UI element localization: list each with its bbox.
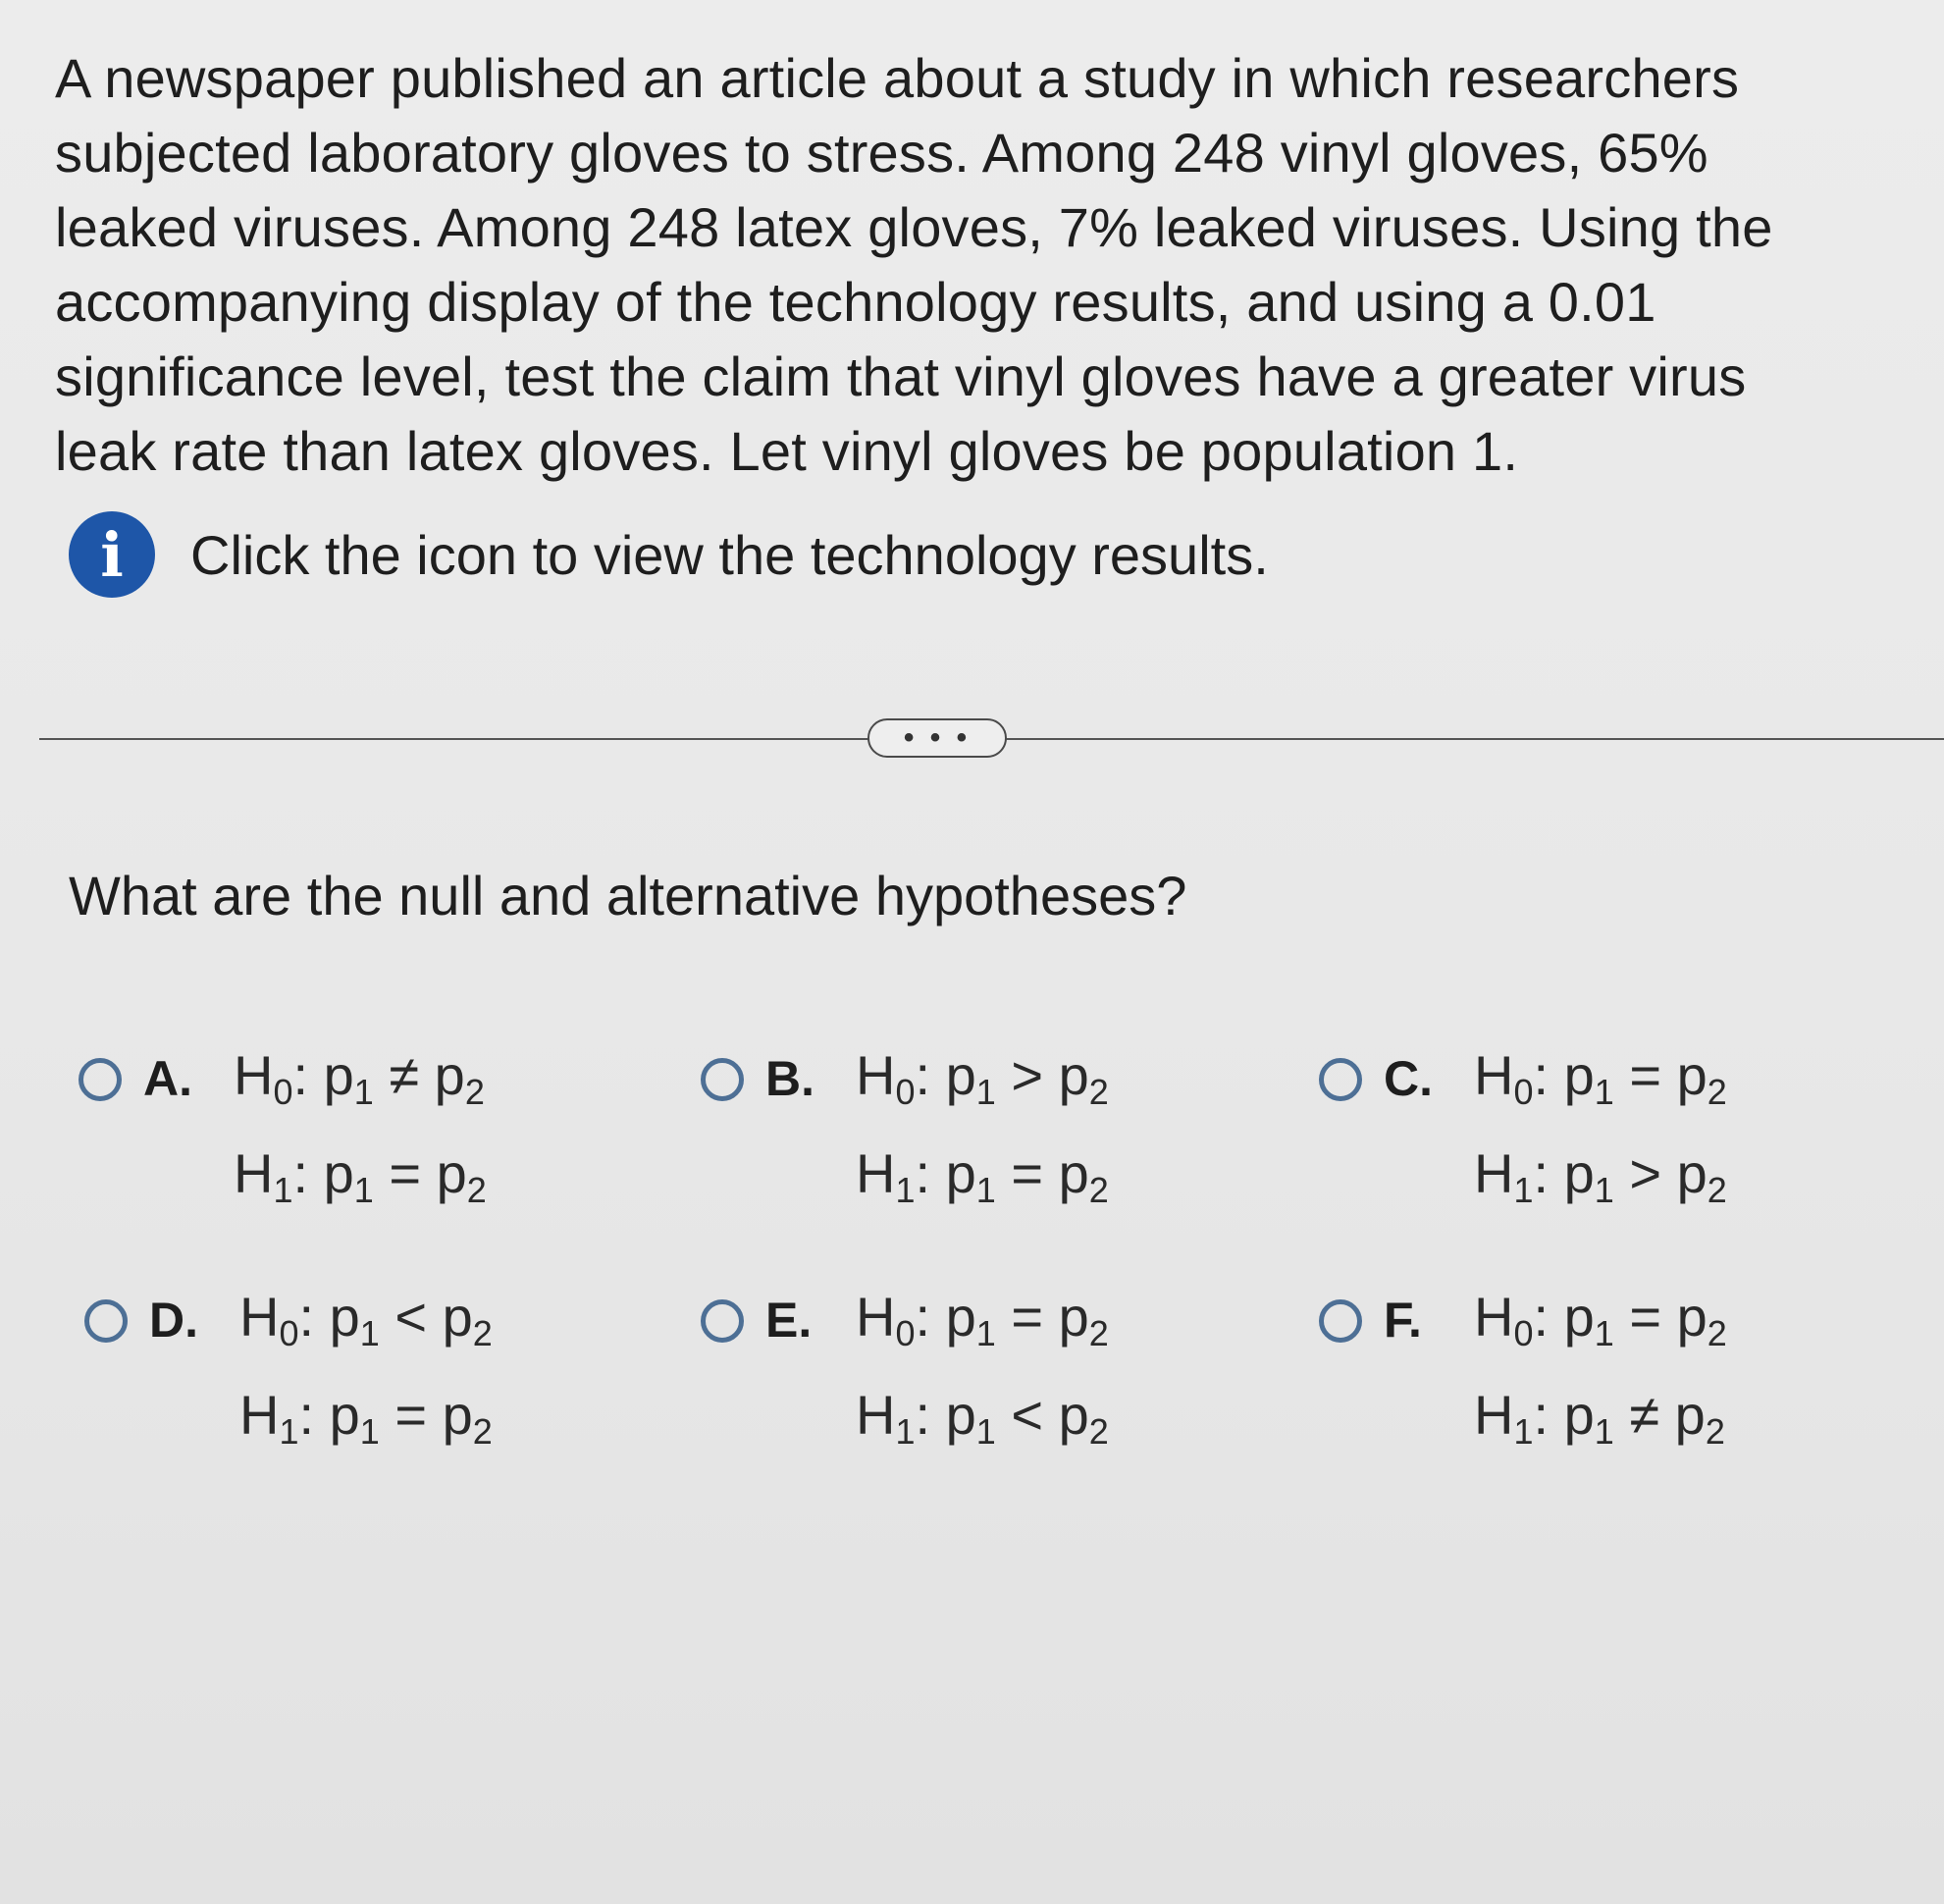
alternative-hypothesis: $H_1$: $p_1 = p_2$ xyxy=(239,1384,493,1452)
hypotheses xyxy=(856,1268,1109,1464)
alternative-hypothesis: $H_1$: $p_1 > p_2$ xyxy=(1474,1142,1727,1210)
question-text: What are the null and alternative hypotheses? xyxy=(69,865,1187,926)
null-hypothesis: $H_0$: $p_1 > p_2$ xyxy=(856,1044,1109,1112)
hypotheses xyxy=(234,1027,487,1223)
technology-results-row xyxy=(69,510,1269,599)
problem-line: leaked viruses. Among 248 latex gloves, 7% leaked viruses. Using the xyxy=(55,196,1773,258)
alternative-hypothesis: $H_1$: $p_1 = p_2$ xyxy=(856,1142,1109,1210)
option-letter: B. xyxy=(765,1051,814,1106)
radio-button[interactable] xyxy=(701,1058,744,1101)
technology-results-prompt: Click the icon to view the technology results. xyxy=(190,523,1269,586)
problem-line: leak rate than latex gloves. Let vinyl gloves be population 1. xyxy=(55,420,1519,482)
hypotheses xyxy=(239,1268,493,1464)
problem-line: significance level, test the claim that vinyl gloves have a greater virus xyxy=(55,345,1747,407)
option-letter: F. xyxy=(1384,1293,1422,1348)
null-hypothesis: $H_0$: $p_1 = p_2$ xyxy=(1474,1286,1727,1353)
expand-more-button[interactable]: • • • xyxy=(867,718,1007,758)
option-c[interactable] xyxy=(1319,1027,1727,1223)
option-letter: E. xyxy=(765,1293,813,1348)
info-icon[interactable]: i xyxy=(69,511,155,598)
hypotheses xyxy=(1474,1268,1727,1464)
null-hypothesis: $H_0$: $p_1 = p_2$ xyxy=(856,1286,1109,1353)
radio-button[interactable] xyxy=(1319,1299,1362,1343)
problem-statement xyxy=(55,41,1919,489)
alternative-hypothesis: $H_1$: $p_1 = p_2$ xyxy=(234,1142,487,1210)
option-letter: A. xyxy=(143,1051,192,1106)
option-letter: D. xyxy=(149,1293,198,1348)
problem-line: subjected laboratory gloves to stress. Among 248 vinyl gloves, 65% xyxy=(55,122,1708,184)
alternative-hypothesis: $H_1$: $p_1 \ne p_2$ xyxy=(1474,1384,1725,1452)
option-f[interactable] xyxy=(1319,1268,1727,1464)
radio-button[interactable] xyxy=(1319,1058,1362,1101)
option-letter: C. xyxy=(1384,1051,1433,1106)
null-hypothesis: $H_0$: $p_1 = p_2$ xyxy=(1474,1044,1727,1112)
problem-line: A newspaper published an article about a study in which researchers xyxy=(55,47,1740,109)
null-hypothesis: $H_0$: $p_1 < p_2$ xyxy=(239,1286,493,1353)
option-a[interactable] xyxy=(79,1027,487,1223)
radio-button[interactable] xyxy=(701,1299,744,1343)
alternative-hypothesis: $H_1$: $p_1 < p_2$ xyxy=(856,1384,1109,1452)
hypotheses xyxy=(856,1027,1109,1223)
option-d[interactable] xyxy=(84,1268,493,1464)
radio-button[interactable] xyxy=(84,1299,128,1343)
problem-line: accompanying display of the technology results, and using a 0.01 xyxy=(55,271,1656,333)
option-e[interactable] xyxy=(701,1268,1109,1464)
hypotheses xyxy=(1474,1027,1727,1223)
null-hypothesis: $H_0$: $p_1 \ne p_2$ xyxy=(234,1044,485,1112)
radio-button[interactable] xyxy=(79,1058,122,1101)
option-b[interactable] xyxy=(701,1027,1109,1223)
